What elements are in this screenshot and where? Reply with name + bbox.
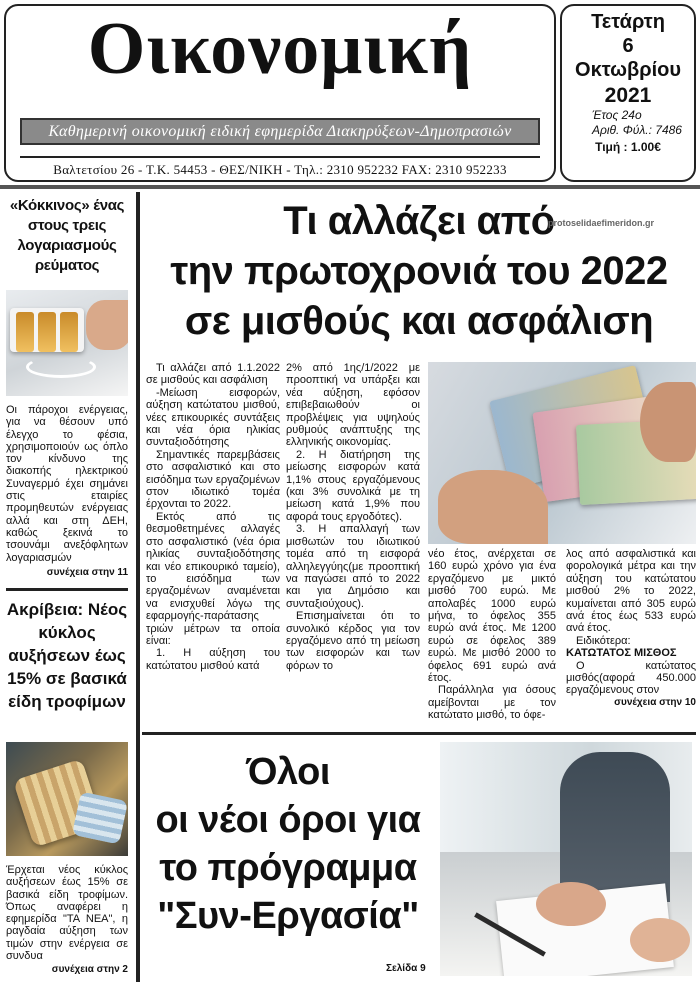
coin-stack xyxy=(16,312,34,352)
column-divider xyxy=(136,192,140,982)
paragraph: νέο έτος, ανέρχεται σε 160 ευρώ χρόνο για ένα εργαζόμενο με μικτό μισθό 700 ευρώ. Με απολαβές 1000 ευρώ μήνα, το όφελος 355 ευρώ ανά έτος. Με 1200 ευρώ σε όφελος 389 ευρώ. Με μισθό 2000 το όφελος 691 ευρώ ανά έτος. xyxy=(428,548,556,685)
lead-headline-line: την πρωτοχρονιά του 2022 xyxy=(170,249,668,293)
masthead xyxy=(4,4,556,182)
paragraph: Σημαντικές παρεμβάσεις στο ασφαλιστικό και στο εισόδημα των εργαζομένων στον ιδιωτικό τομέα έρχονται το 2022. xyxy=(146,448,280,511)
lead-continued: συνέχεια στην 10 xyxy=(614,696,696,708)
sidebar-story2-headline: Ακρίβεια: Νέος κύκλος αυξήσεων έως 15% σε βασικά είδη τροφίμων xyxy=(6,600,128,711)
lead-divider xyxy=(142,732,696,735)
euro-banknotes-photo xyxy=(428,362,696,544)
issue-year: 2021 xyxy=(604,84,652,107)
coin-stack xyxy=(38,312,56,352)
second-headline xyxy=(142,748,434,940)
issue-number: Αριθ. Φύλ.: 7486 xyxy=(592,123,682,137)
paragraph: 2. Η διατήρηση της μείωσης εισφορών κατά 1,1% στους εργαζόμενους (και 3% συνολικά με τη μείωση κατά 1,9% που αφορά τους εργοδότες). xyxy=(286,448,420,523)
paragraph: 3. Η απαλλαγή των μισθωτών του ιδιωτικού τομέα από τη εισφορά αλληλεγγύης(με προοπτική να παγώσει από το 2022 και για Δημόσιο και συνταξιούχους). xyxy=(286,523,420,610)
lead-headline-line: Τι αλλάζει από xyxy=(283,199,555,243)
issue-price: Τιμή : 1.00€ xyxy=(595,140,661,154)
paragraph: Παράλληλα για όσους αμείβονται με τον κατώτατο μισθό, το όφε- xyxy=(428,684,556,722)
issue-month: Οκτωβρίου xyxy=(575,59,681,81)
second-headline-line: οι νέοι όροι για xyxy=(155,799,421,841)
hand-shape xyxy=(536,882,606,926)
hand-shape xyxy=(86,300,128,350)
sidebar-story1-text: Οι πάροχοι ενέργειας, για να θέσουν υπό έλεγχο το φέσια, χρησιμοποιούν ως όπλο τον κίνδυνο της διακοπής ηλεκτρικού Συναγερμό έχει σημάνει στις εταιρίες προμηθευτών ενέργειας αλλά και στη ΔΕΗ, καθώς ξεκινά το τσουνάμι ανεξόφλητων λογαριασμών xyxy=(6,404,128,564)
paragraph: Ο κατώτατος μισθός(αφορά 450.000 εργαζόμενους στον xyxy=(566,659,696,697)
paragraph: 1. Η αύξηση του κατώτατου μισθού κατά xyxy=(146,647,280,672)
lead-column-2 xyxy=(286,362,420,672)
second-headline-line: Όλοι xyxy=(246,751,330,793)
paragraph: 2% από 1ης/1/2022 με προοπτική να υπάρξει και νέα αύξηση, εφόσον επιβεβαιωθούν οι προβλέψεις για υψηλούς ρυθμούς ανάπτυξης της ελληνικής οικονομίας. xyxy=(286,362,420,449)
sidebar-story1-headline: «Κόκκινος» ένας στους τρεις λογαριασμούς ρεύματος xyxy=(9,197,125,274)
paragraph: Επισημαίνεται ότι το συνολικό κέρδος για τον εργαζόμενο από τη μείωση των εισφορών και των φόρων το xyxy=(286,610,420,672)
banknote-roll xyxy=(72,791,128,844)
page-reference: Σελίδα 9 xyxy=(386,963,426,974)
issue-day: Τετάρτη xyxy=(591,11,665,33)
hand-shape xyxy=(640,382,696,462)
paragraph: λος από ασφαλιστικά και φορολογικά μέτρα και την αύξηση του κατώτατου μισθού 2% το 2022, κυμαίνεται από 305 ευρώ ανά έτος έως 533 ευρώ ανά έτος. xyxy=(566,548,696,635)
website-watermark: protoselidaefimeridon.gr xyxy=(548,218,655,228)
lead-column-1 xyxy=(146,362,280,672)
second-headline-line: "Συν-Εργασία" xyxy=(157,895,419,937)
issue-volume: Έτος 24ο xyxy=(592,108,642,122)
coin-stack xyxy=(60,312,78,352)
sidebar-story1-continued: συνέχεια στην 11 xyxy=(46,567,128,578)
lead-column-3 xyxy=(428,548,556,722)
sidebar-story2-continued: συνέχεια στην 2 xyxy=(51,964,128,975)
lead-column-4 xyxy=(566,548,696,709)
sidebar-divider xyxy=(6,588,128,591)
subheading: ΚΑΤΩΤΑΤΟΣ ΜΙΣΘΟΣ xyxy=(566,647,677,660)
paragraph: Τι αλλάζει από 1.1.2022 σε μισθούς και ασφάλιση xyxy=(146,362,280,387)
cable-shape xyxy=(26,356,96,378)
hand-shape xyxy=(630,918,690,962)
paragraph: Ειδικότερα: xyxy=(576,634,631,647)
power-strip-photo xyxy=(6,290,128,396)
masthead-divider xyxy=(0,185,700,189)
contract-signing-photo xyxy=(440,742,692,976)
paragraph: Εκτός από τις θεσμοθετημένες αλλαγές στο ασφαλιστικό (νέα όρια ηλικίας συνταξιοδότησης και νέο επικουρικό ταμείο), το εισόδημα των εργαζομένων αναμένεται να ενισχυθεί λόγω της εφαρμογής-παράτασης τριών μέτρων τα οποία είναι: xyxy=(146,510,280,647)
hand-shape xyxy=(438,470,548,544)
banknotes-photo xyxy=(6,742,128,856)
newspaper-title: Οικονομική xyxy=(87,8,473,90)
newspaper-subtitle: Καθημερινή οικονομική ειδική εφημερίδα Διακηρύξεων-Δημοπρασιών xyxy=(20,118,540,145)
sidebar-story2-text: Έρχεται νέος κύκλος αυξήσεων έως 15% σε βασικά είδη τροφίμων. Όπως αναφέρει η εφημερίδα "ΤΑ ΝΕΑ", η ραγδαία αύξηση των τιμών στην ενέργεια σε συνδυα xyxy=(6,864,128,963)
second-headline-line: το πρόγραμμα xyxy=(159,847,417,889)
person-shape xyxy=(560,752,670,902)
date-box xyxy=(560,4,696,182)
paragraph: -Μείωση εισφορών, αύξηση κατώτατου μισθού, νέες επικουρικές συντάξεις και νέα όρια ηλικίας συνταξιοδότησης xyxy=(146,386,280,449)
issue-date-number: 6 xyxy=(622,35,634,57)
lead-headline-line: σε μισθούς και ασφάλιση xyxy=(184,299,654,343)
newspaper-address: Βαλτετσίου 26 - Τ.Κ. 54453 - ΘΕΣ/ΝΙΚΗ - Τηλ.: 2310 952232 FAX: 2310 952233 xyxy=(20,156,540,178)
